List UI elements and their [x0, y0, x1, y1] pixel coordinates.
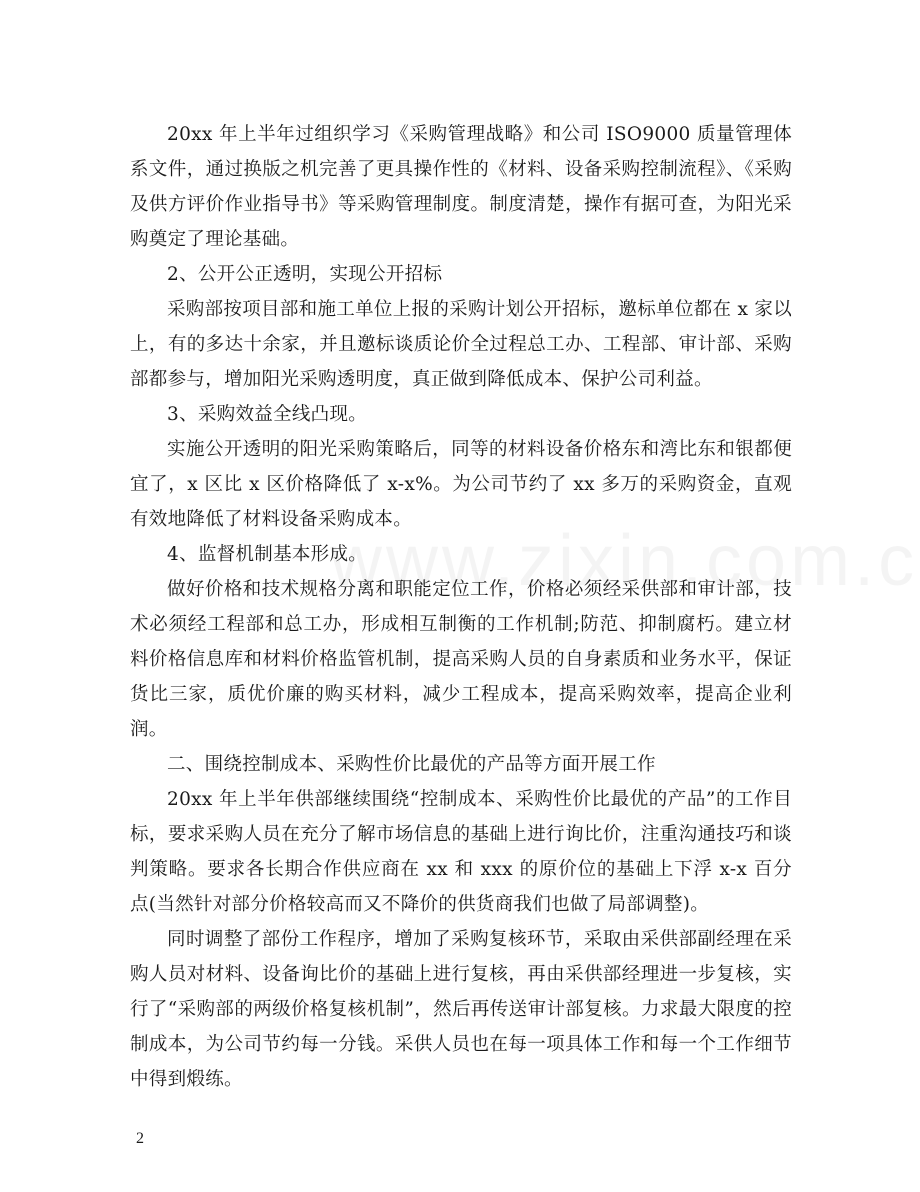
paragraph-cost-control: 20xx 年上半年供部继续围绕“控制成本、采购性价比最优的产品”的工作目标，要求采购人员在充分了解市场信息的基础上进行询比价，注重沟通技巧和谈判策略。要求各长期合作供应商在 xx 和 xxx 的原价位的基础上下浮 x-x 百分点(当然针对部分价格较高而又不降价的供货商我们也做了局部调整)。: [130, 789, 792, 915]
section-heading-open-bidding: 2、公开公正透明，实现公开招标: [167, 264, 443, 285]
document-body: [130, 117, 792, 1097]
paragraph-procurement-benefits: 实施公开透明的阳光采购策略后，同等的材料设备价格东和湾比东和银都便宜了，x 区比 x 区价格降低了 x-x%。为公司节约了 xx 多万的采购资金，直观有效地降低了材料设备采购成本。: [130, 439, 792, 530]
section-heading-cost-control: 二、围绕控制成本、采购性价比最优的产品等方面开展工作: [167, 754, 656, 775]
section-heading-procurement-benefits: 3、采购效益全线凸现。: [167, 404, 368, 425]
paragraph-price-review: 同时调整了部份工作程序，增加了采购复核环节，采取由采供部副经理在采购人员对材料、设备询比价的基础上进行复核，再由采供部经理进一步复核，实行了“采购部的两级价格复核机制”，然后再传送审计部复核。力求最大限度的控制成本，为公司节约每一分钱。采供人员也在每一项具体工作和每一个工作细节中得到煅练。: [130, 929, 792, 1090]
paragraph-training-standards: 20xx 年上半年过组织学习《采购管理战略》和公司 ISO9000 质量管理体系文件，通过换版之机完善了更具操作性的《材料、设备采购控制流程》、《采购及供方评价作业指导书》等采购管理制度。制度清楚，操作有据可查，为阳光采购奠定了理论基础。: [130, 124, 792, 250]
paragraph-supervision: 做好价格和技术规格分离和职能定位工作，价格必须经采供部和审计部，技术必须经工程部和总工办，形成相互制衡的工作机制;防范、抑制腐朽。建立材料价格信息库和材料价格监管机制，提高采购人员的自身素质和业务水平，保证货比三家，质优价廉的购买材料，减少工程成本，提高采购效率，提高企业利润。: [130, 579, 792, 740]
paragraph-open-bidding: 采购部按项目部和施工单位上报的采购计划公开招标，邀标单位都在 x 家以上，有的多达十余家，并且邀标谈质论价全过程总工办、工程部、审计部、采购部都参与，增加阳光采购透明度，真正做到降低成本、保护公司利益。: [130, 299, 792, 390]
page-number: 2: [136, 1130, 144, 1147]
section-heading-supervision: 4、监督机制基本形成。: [167, 544, 368, 565]
